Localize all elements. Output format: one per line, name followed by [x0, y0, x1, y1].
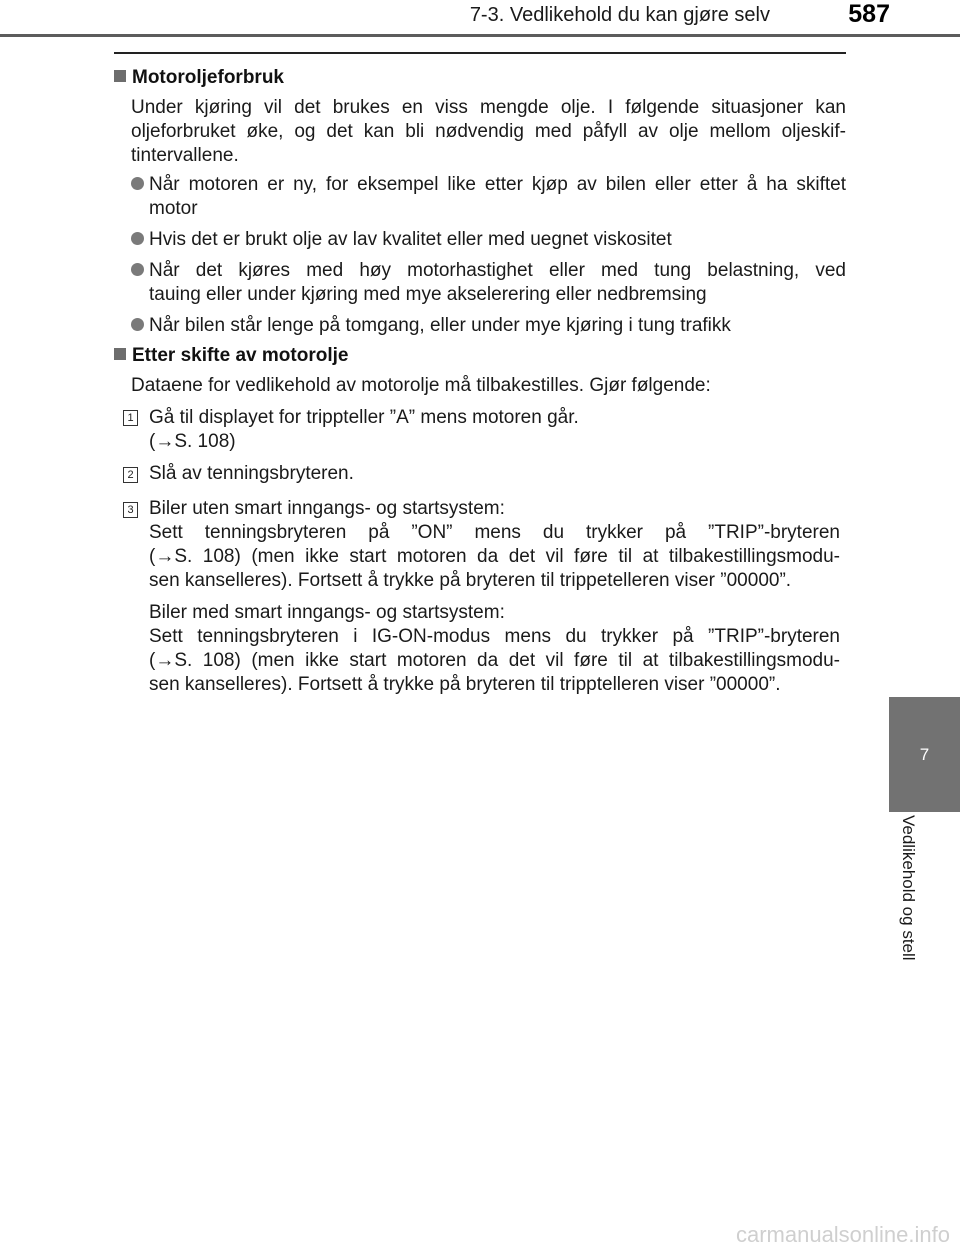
- text-line: sen kanselleres). Fortsett å trykke på bryteren til trippetelleren viser ”00000”.: [149, 570, 792, 591]
- text-line: motor: [149, 198, 198, 219]
- step-text: [149, 406, 840, 454]
- text-line: Gå til displayet for trippteller ”A” mens motoren går.: [149, 407, 579, 428]
- text-line: Biler med smart inngangs- og startsystem:: [149, 602, 505, 623]
- text-line: Når bilen står lenge på tomgang, eller under mye kjøring i tung trafikk: [149, 315, 731, 336]
- section-heading-after-oil-change: [114, 345, 348, 367]
- text-line: Når det kjøres med høy motorhastighet eller med tung belastning, ved: [149, 260, 846, 281]
- text-line: sen kanselleres). Fortsett å trykke på bryteren til tripptelleren viser ”00000”.: [149, 674, 781, 695]
- step-number-box: 3: [123, 502, 138, 518]
- heading-text: Motoroljeforbruk: [132, 67, 284, 88]
- list-item: [131, 228, 846, 252]
- text-line: Dataene for vedlikehold av motorolje må tilbakestilles. Gjør følgende:: [131, 375, 711, 396]
- intro-paragraph-after-oil-change: [131, 374, 846, 398]
- chapter-label: Vedlikehold og stell: [899, 815, 918, 961]
- header-divider: [0, 34, 960, 37]
- text-line: tintervallene.: [131, 145, 239, 166]
- text-line: Hvis det er brukt olje av lav kvalitet eller med uegnet viskositet: [149, 229, 672, 250]
- section-title: 7-3. Vedlikehold du kan gjøre selv: [469, 4, 770, 26]
- watermark: carmanualsonline.info: [735, 1222, 950, 1247]
- list-item: [131, 173, 846, 221]
- text-line: Slå av tenningsbryteren.: [149, 463, 354, 484]
- round-bullet-icon: [131, 232, 144, 245]
- text-line: Biler uten smart inngangs- og startsystem:: [149, 498, 505, 519]
- intro-paragraph-oil-consumption: [131, 96, 846, 168]
- content-top-divider: [114, 52, 846, 54]
- step-text: [149, 497, 840, 593]
- chapter-number: 7: [919, 745, 930, 764]
- page-reference-link[interactable]: (→S. 108): [149, 431, 236, 452]
- section-heading-oil-consumption: [114, 67, 284, 89]
- text-line: (→S. 108) (men ikke start motoren da det vil føre til at tilbakestillingsmodu-: [149, 650, 840, 671]
- text-line: oljeforbruket øke, og det kan bli nødvendig med påfyll av olje mellom oljeskif-: [131, 121, 846, 142]
- step-text-alternative: [149, 601, 840, 697]
- step-text: [149, 462, 840, 486]
- chapter-tab[interactable]: [889, 697, 960, 812]
- square-bullet-icon: [114, 70, 126, 82]
- step-number-box: 2: [123, 467, 138, 483]
- text-line: tauing eller under kjøring med mye akselerering eller nedbremsing: [149, 284, 707, 305]
- text-line: Når motoren er ny, for eksempel like etter kjøp av bilen eller etter å ha skiftet: [149, 174, 846, 195]
- text-line: Sett tenningsbryteren på ”ON” mens du trykker på ”TRIP”-bryteren: [149, 522, 840, 543]
- round-bullet-icon: [131, 318, 144, 331]
- text-line: Sett tenningsbryteren i IG-ON-modus mens du trykker på ”TRIP”-bryteren: [149, 626, 840, 647]
- page-number: 587: [848, 0, 890, 28]
- list-item: [131, 259, 846, 307]
- heading-text: Etter skifte av motorolje: [132, 345, 349, 366]
- round-bullet-icon: [131, 177, 144, 190]
- round-bullet-icon: [131, 263, 144, 276]
- text-line: Under kjøring vil det brukes en viss mengde olje. I følgende situasjoner kan: [131, 97, 846, 118]
- step-number-box: 1: [123, 410, 138, 426]
- text-line: (→S. 108) (men ikke start motoren da det vil føre til at tilbakestillingsmodu-: [149, 546, 840, 567]
- list-item: [131, 314, 846, 338]
- square-bullet-icon: [114, 348, 126, 360]
